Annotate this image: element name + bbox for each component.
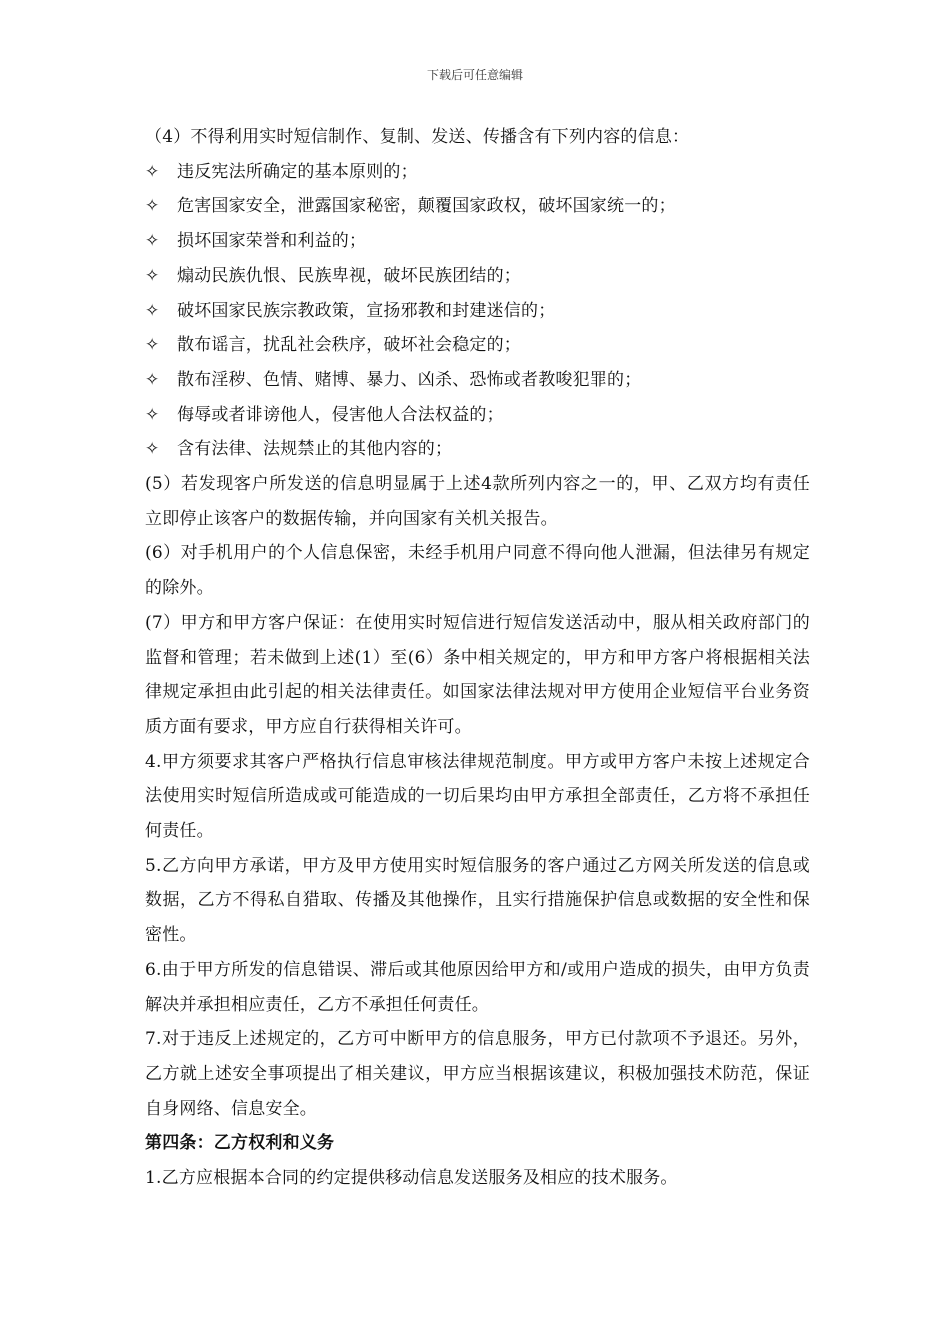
bullet-icon: ✧: [145, 439, 160, 460]
item-7-paragraph: 7.对于违反上述规定的，乙方可中断甲方的信息服务，甲方已付款项不予退还。另外，乙方就上述安全事项提出了相关建议，甲方应当根据该建议，积极加强技术防范，保证自身网络、信息安全。: [145, 1029, 810, 1119]
clause-5-paragraph: (5）若发现客户所发送的信息明显属于上述4款所列内容之一的，甲、乙双方均有责任立即停止该客户的数据传输，并向国家有关机关报告。: [145, 474, 810, 529]
list-item-text: 散布谣言，扰乱社会秩序，破坏社会稳定的；: [177, 335, 521, 356]
section-heading: 第四条：乙方权利和义务: [145, 1133, 335, 1154]
list-item: [145, 224, 810, 259]
page-header: 下载后可任意编辑: [426, 68, 523, 82]
bullet-icon: ✧: [145, 161, 160, 182]
list-item-text: 煽动民族仇恨、民族卑视，破坏民族团结的；: [177, 265, 521, 286]
list-item: [145, 155, 810, 190]
clause-6-paragraph: (6）对手机用户的个人信息保密，未经手机用户同意不得向他人泄漏，但法律另有规定的除外。: [145, 543, 810, 599]
list-item-text: 散布淫秽、色情、赌博、暴力、凶杀、恐怖或者教唆犯罪的；: [177, 369, 642, 390]
list-item-text: 含有法律、法规禁止的其他内容的；: [177, 439, 453, 460]
list-item: [145, 328, 810, 363]
list-item: [145, 432, 810, 467]
item-4-paragraph: 4.甲方须要求其客户严格执行信息审核法律规范制度。甲方或甲方客户未按上述规定合法使用实时短信所造成或可能造成的一切后果均由甲方承担全部责任，乙方将不承担任何责任。: [145, 751, 810, 842]
item-6-paragraph: 6.由于甲方所发的信息错误、滞后或其他原因给甲方和/或用户造成的损失，由甲方负责解决并承担相应责任，乙方不承担任何责任。: [145, 959, 810, 1015]
item-5-paragraph: 5.乙方向甲方承诺，甲方及甲方使用实时短信服务的客户通过乙方网关所发送的信息或数据，乙方不得私自猎取、传播及其他操作，且实行措施保护信息或数据的安全性和保密性。: [145, 855, 810, 946]
bullet-icon: ✧: [145, 300, 160, 321]
document-body: [145, 120, 810, 1196]
section-4-item-1: 1.乙方应根据本合同的约定提供移动信息发送服务及相应的技术服务。: [145, 1168, 678, 1189]
list-item-text: 违反宪法所确定的基本原则的；: [177, 161, 418, 182]
list-item: [145, 189, 810, 224]
list-item: [145, 398, 810, 433]
list-item-text: 破坏国家民族宗教政策，宣扬邪教和封建迷信的；: [177, 300, 556, 321]
bullet-icon: ✧: [145, 265, 160, 286]
list-item-text: 损坏国家荣誉和利益的；: [177, 231, 367, 252]
bullet-icon: ✧: [145, 196, 160, 217]
clause-7-paragraph: (7）甲方和甲方客户保证：在使用实时短信进行短信发送活动中，服从相关政府部门的监督和管理；若未做到上述(1）至(6）条中相关规定的，甲方和甲方客户将根据相关法律规定承担由此引起的相关法律责任。如国家法律法规对甲方使用企业短信平台业务资质方面有要求，甲方应自行获得相关许可。: [145, 612, 810, 737]
list-item-text: 危害国家安全，泄露国家秘密，颠覆国家政权，破坏国家统一的；: [177, 196, 676, 217]
bullet-icon: ✧: [145, 369, 160, 390]
list-item: [145, 259, 810, 294]
list-item: [145, 294, 810, 329]
clause-4-intro: （4）不得利用实时短信制作、复制、发送、传播含有下列内容的信息：: [145, 127, 690, 147]
bullet-icon: ✧: [145, 335, 160, 356]
list-item: [145, 363, 810, 398]
list-item-text: 侮辱或者诽谤他人，侵害他人合法权益的；: [177, 404, 504, 425]
bullet-icon: ✧: [145, 231, 160, 252]
bullet-icon: ✧: [145, 404, 160, 425]
